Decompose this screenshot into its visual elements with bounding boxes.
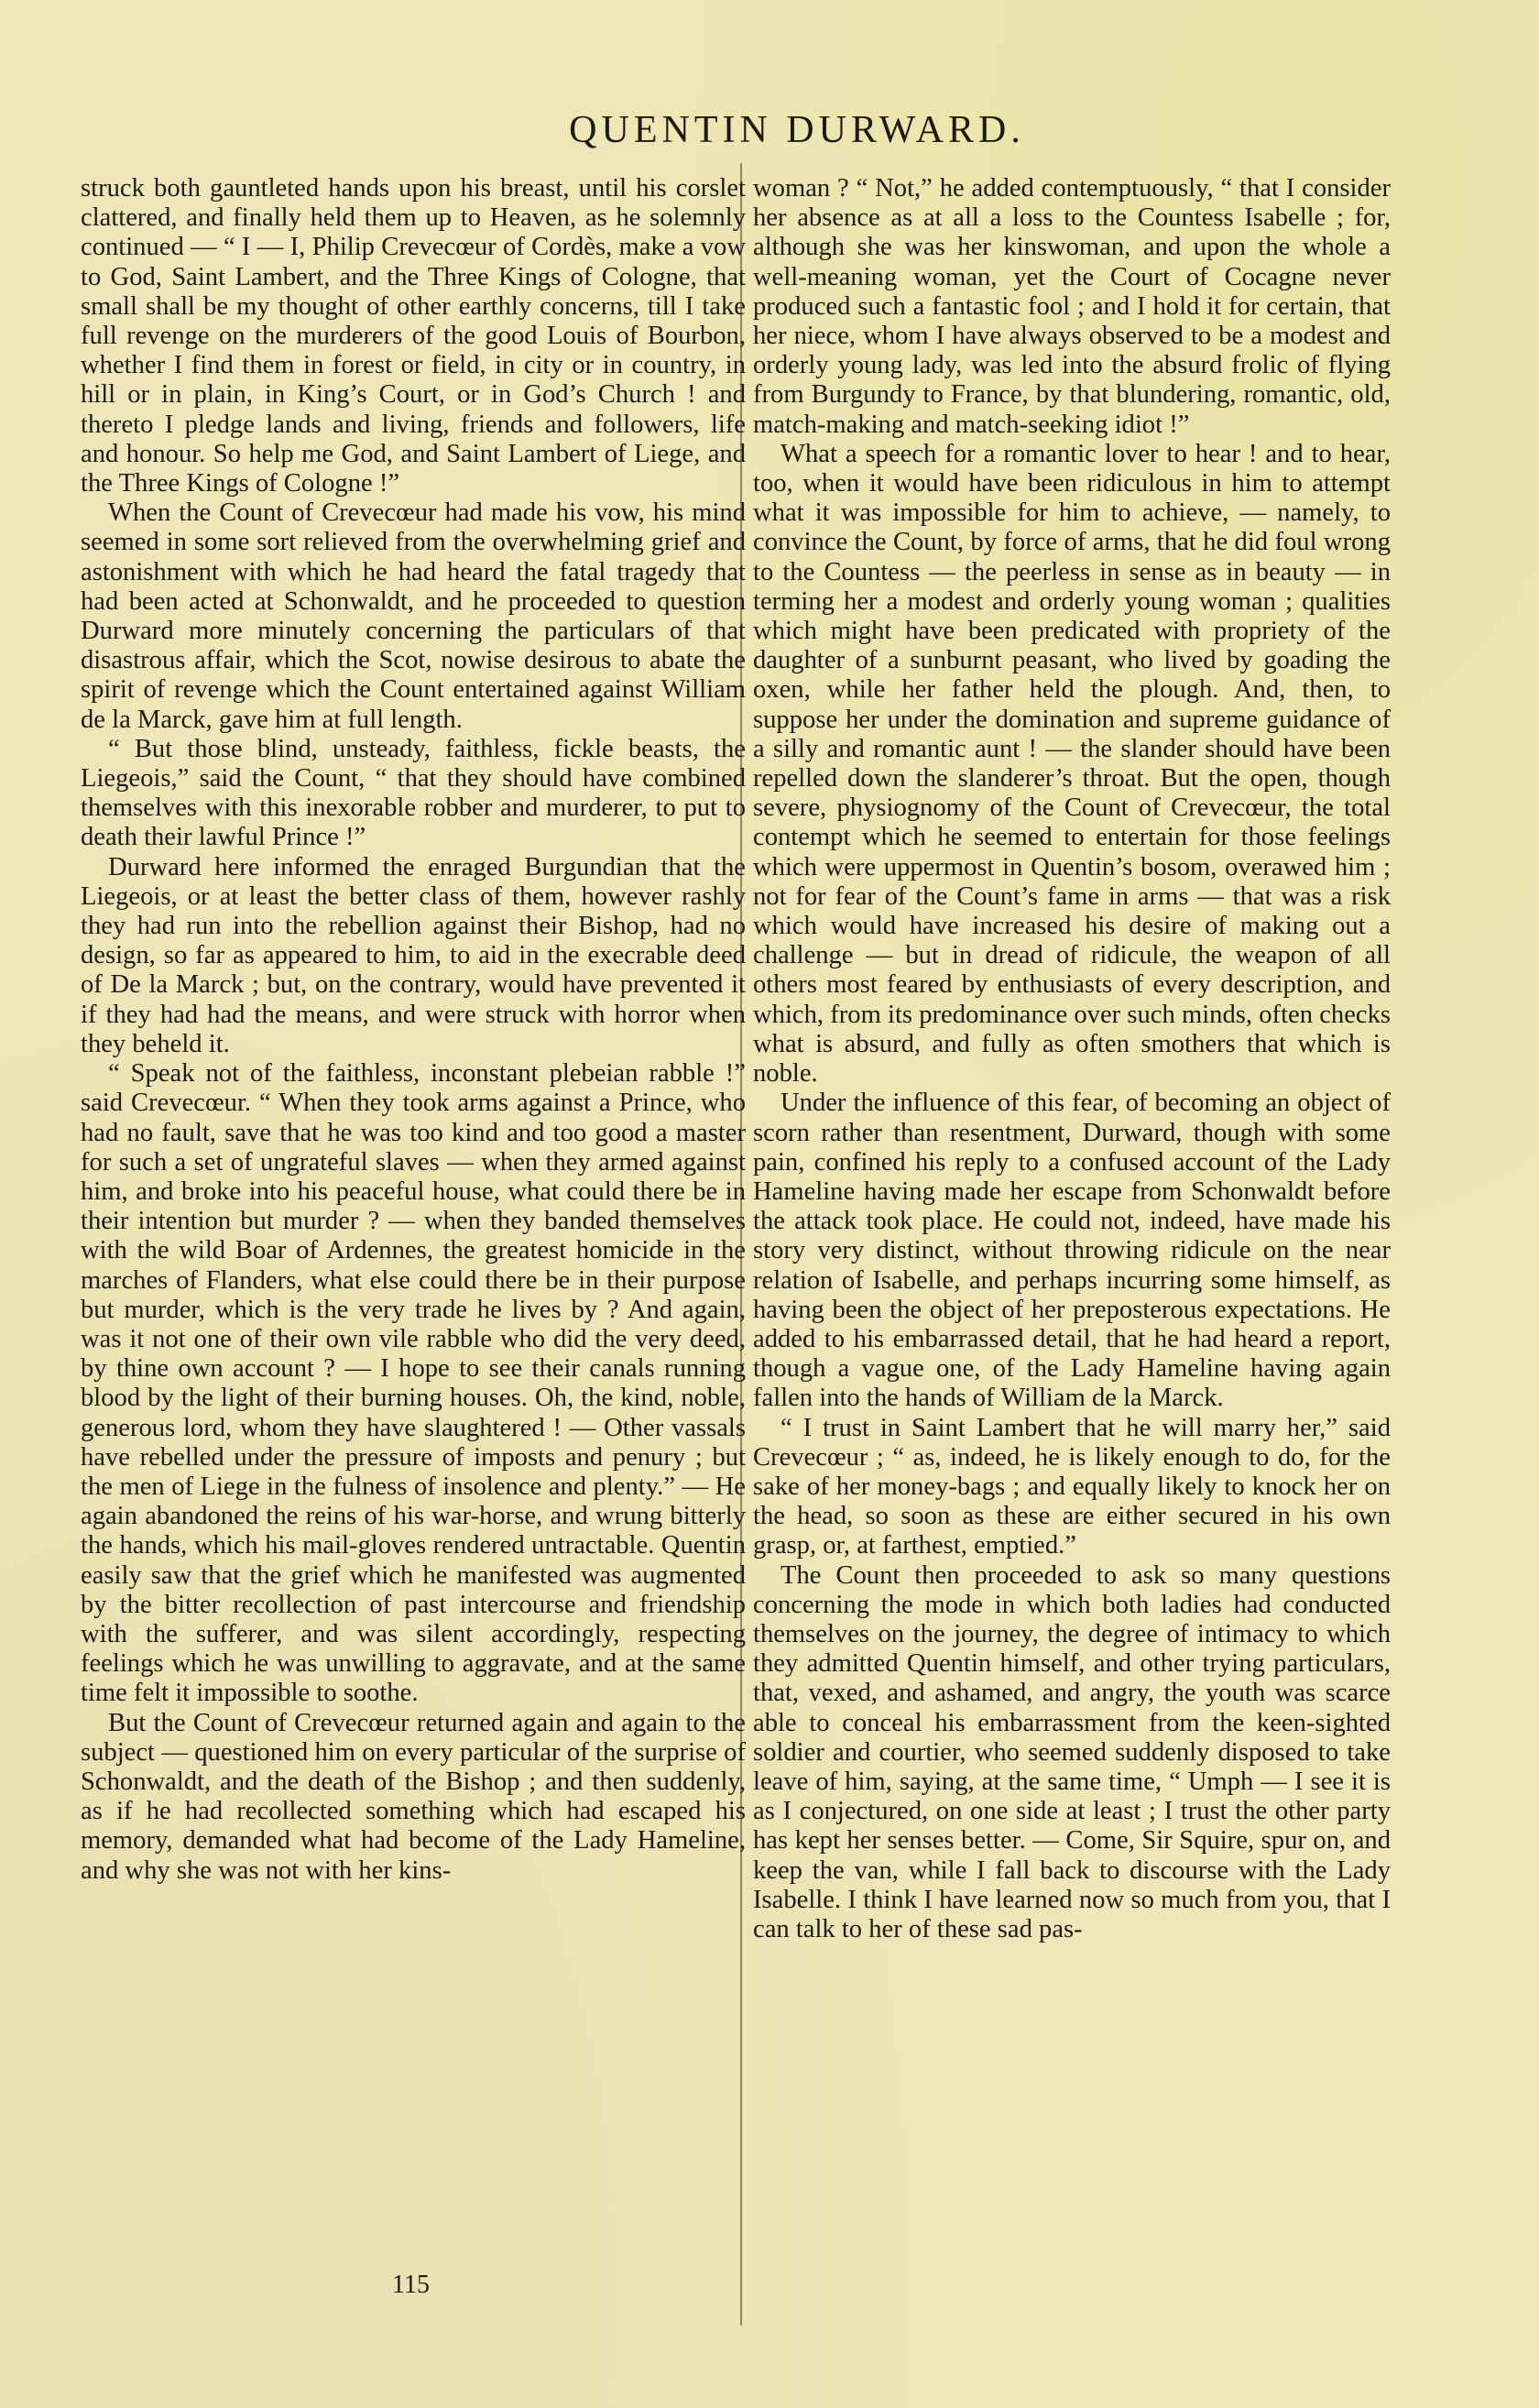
page-title: QUENTIN DURWARD. xyxy=(569,109,1025,151)
page-number: 115 xyxy=(392,2271,430,2299)
paragraph: “ I trust in Saint Lambert that he will marry her,” said Crevecœur ; “ as, indeed, he is likely enough to do, for the sake of her money-bags ; and equally likely to knock her on the head, so soon as these are either secured in his own grasp, or, at farthest, emptied.” xyxy=(753,1413,1391,1560)
running-header xyxy=(0,108,1539,152)
paragraph: But the Count of Crevecœur returned again and again to the subject — questioned him on every particular of the surprise of Schonwaldt, and the death of the Bishop ; and then suddenly, as if he had recollected something which had escaped his memory, demanded what had become of the Lady Hameline, and why she was not with her kins- xyxy=(81,1708,746,1885)
left-column xyxy=(81,174,746,1886)
paragraph: The Count then proceeded to ask so many questions concerning the mode in which both ladies had conducted themselves on the journey, the degree of intimacy to which they admitted Quentin himself, and other trying particulars, that, vexed, and ashamed, and angry, the youth was scarce able to conceal his embarrassment from the keen-sighted soldier and courtier, who seemed suddenly disposed to take leave of him, saying, at the same time, “ Umph — I see it is as I conjectured, on one side at least ; I trust the other party has kept her senses better. — Come, Sir Squire, spur on, and keep the van, while I fall back to discourse with the Lady Isabelle. I think I have learned now so much from you, that I can talk to her of these sad pas- xyxy=(753,1560,1391,1943)
paragraph: “ But those blind, unsteady, faithless, fickle beasts, the Liegeois,” said the Count, “ that they should have combined themselves with this inexorable robber and murderer, to put to death their lawful Prince !” xyxy=(81,734,746,852)
paragraph: struck both gauntleted hands upon his breast, until his corslet clattered, and finally held them up to Heaven, as he solemnly continued — “ I — I, Philip Crevecœur of Cordès, make a vow to God, Saint Lambert, and the Three Kings of Cologne, that small shall be my thought of other earthly concerns, till I take full revenge on the murderers of the good Louis of Bourbon, whether I find them in forest or field, in city or in country, in hill or in plain, in King’s Court, or in God’s Church ! and thereto I pledge lands and living, friends and followers, life and honour. So help me God, and Saint Lambert of Liege, and the Three Kings of Cologne !” xyxy=(81,174,746,498)
paragraph: “ Speak not of the faithless, inconstant plebeian rabble !” said Crevecœur. “ When they took arms against a Prince, who had no fault, save that he was too kind and too good a master for such a set of ungrateful slaves — when they armed against him, and broke into his peaceful house, what could there be in their intention but murder ? — when they banded themselves with the wild Boar of Ardennes, the greatest homicide in the marches of Flanders, what else could there be in their purpose but murder, which is the very trade he lives by ? And again, was it not one of their own vile rabble who did the very deed, by thine own account ? — I hope to see their canals running blood by the light of their burning houses. Oh, the kind, noble, generous lord, whom they have slaughtered ! — Other vassals have rebelled under the pressure of imposts and penury ; but the men of Liege in the fulness of insolence and plenty.” — He again abandoned the reins of his war-horse, and wrung bitterly the hands, which his mail-gloves rendered untractable. Quentin easily saw that the grief which he manifested was augmented by the bitter recollection of past intercourse and friendship with the sufferer, and was silent accordingly, respecting feelings which he was unwilling to aggravate, and at the same time felt it impossible to soothe. xyxy=(81,1059,746,1708)
paragraph: When the Count of Crevecœur had made his vow, his mind seemed in some sort relieved from the overwhelming grief and astonishment with which he had heard the fatal tragedy that had been acted at Schonwaldt, and he proceeded to question Durward more minutely concerning the particulars of that disastrous affair, which the Scot, nowise desirous to abate the spirit of revenge which the Count entertained against William de la Marck, gave him at full length. xyxy=(81,498,746,734)
right-column xyxy=(753,174,1391,1944)
paragraph: Durward here informed the enraged Burgundian that the Liegeois, or at least the better class of them, however rashly they had run into the rebellion against their Bishop, had no design, so far as appeared to him, to aid in the execrable deed of De la Marck ; but, on the contrary, would have prevented it if they had had the means, and were struck with horror when they beheld it. xyxy=(81,852,746,1058)
paragraph: woman ? “ Not,” he added contemptuously, “ that I consider her absence as at all a loss to the Countess Isabelle ; for, although she was her kinswoman, and upon the whole a well-meaning woman, yet the Court of Cocagne never produced such a fantastic fool ; and I hold it for certain, that her niece, whom I have always observed to be a modest and orderly young lady, was led into the absurd frolic of flying from Burgundy to France, by that blundering, romantic, old, match-making and match-seeking idiot !” xyxy=(753,174,1391,439)
paragraph: Under the influence of this fear, of becoming an object of scorn rather than resentment, Durward, though with some pain, confined his reply to a confused account of the Lady Hameline having made her escape from Schonwaldt before the attack took place. He could not, indeed, have made his story very distinct, without throwing ridicule on the near relation of Isabelle, and perhaps incurring some himself, as having been the object of her preposterous expectations. He added to his embarrassed detail, that he had heard a report, though a vague one, of the Lady Hameline having again fallen into the hands of William de la Marck. xyxy=(753,1089,1391,1413)
paragraph: What a speech for a romantic lover to hear ! and to hear, too, when it would have been ridiculous in him to attempt what it was impossible for him to achieve, — namely, to convince the Count, by force of arms, that he did foul wrong to the Countess — the peerless in sense as in beauty — in terming her a modest and orderly young woman ; qualities which might have been predicated with propriety of the daughter of a sunburnt peasant, who lived by goading the oxen, while her father held the plough. And, then, to suppose her under the domination and supreme guidance of a silly and romantic aunt ! — the slander should have been repelled down the slanderer’s throat. But the open, though severe, physiognomy of the Count of Crevecœur, the total contempt which he seemed to entertain for those feelings which were uppermost in Quentin’s bosom, overawed him ; not for fear of the Count’s fame in arms — that was a risk which would have increased his desire of making out a challenge — but in dread of ridicule, the weapon of all others most feared by enthusiasts of every description, and which, from its predominance over such minds, often checks what is absurd, and fully as often smothers that which is noble. xyxy=(753,439,1391,1089)
